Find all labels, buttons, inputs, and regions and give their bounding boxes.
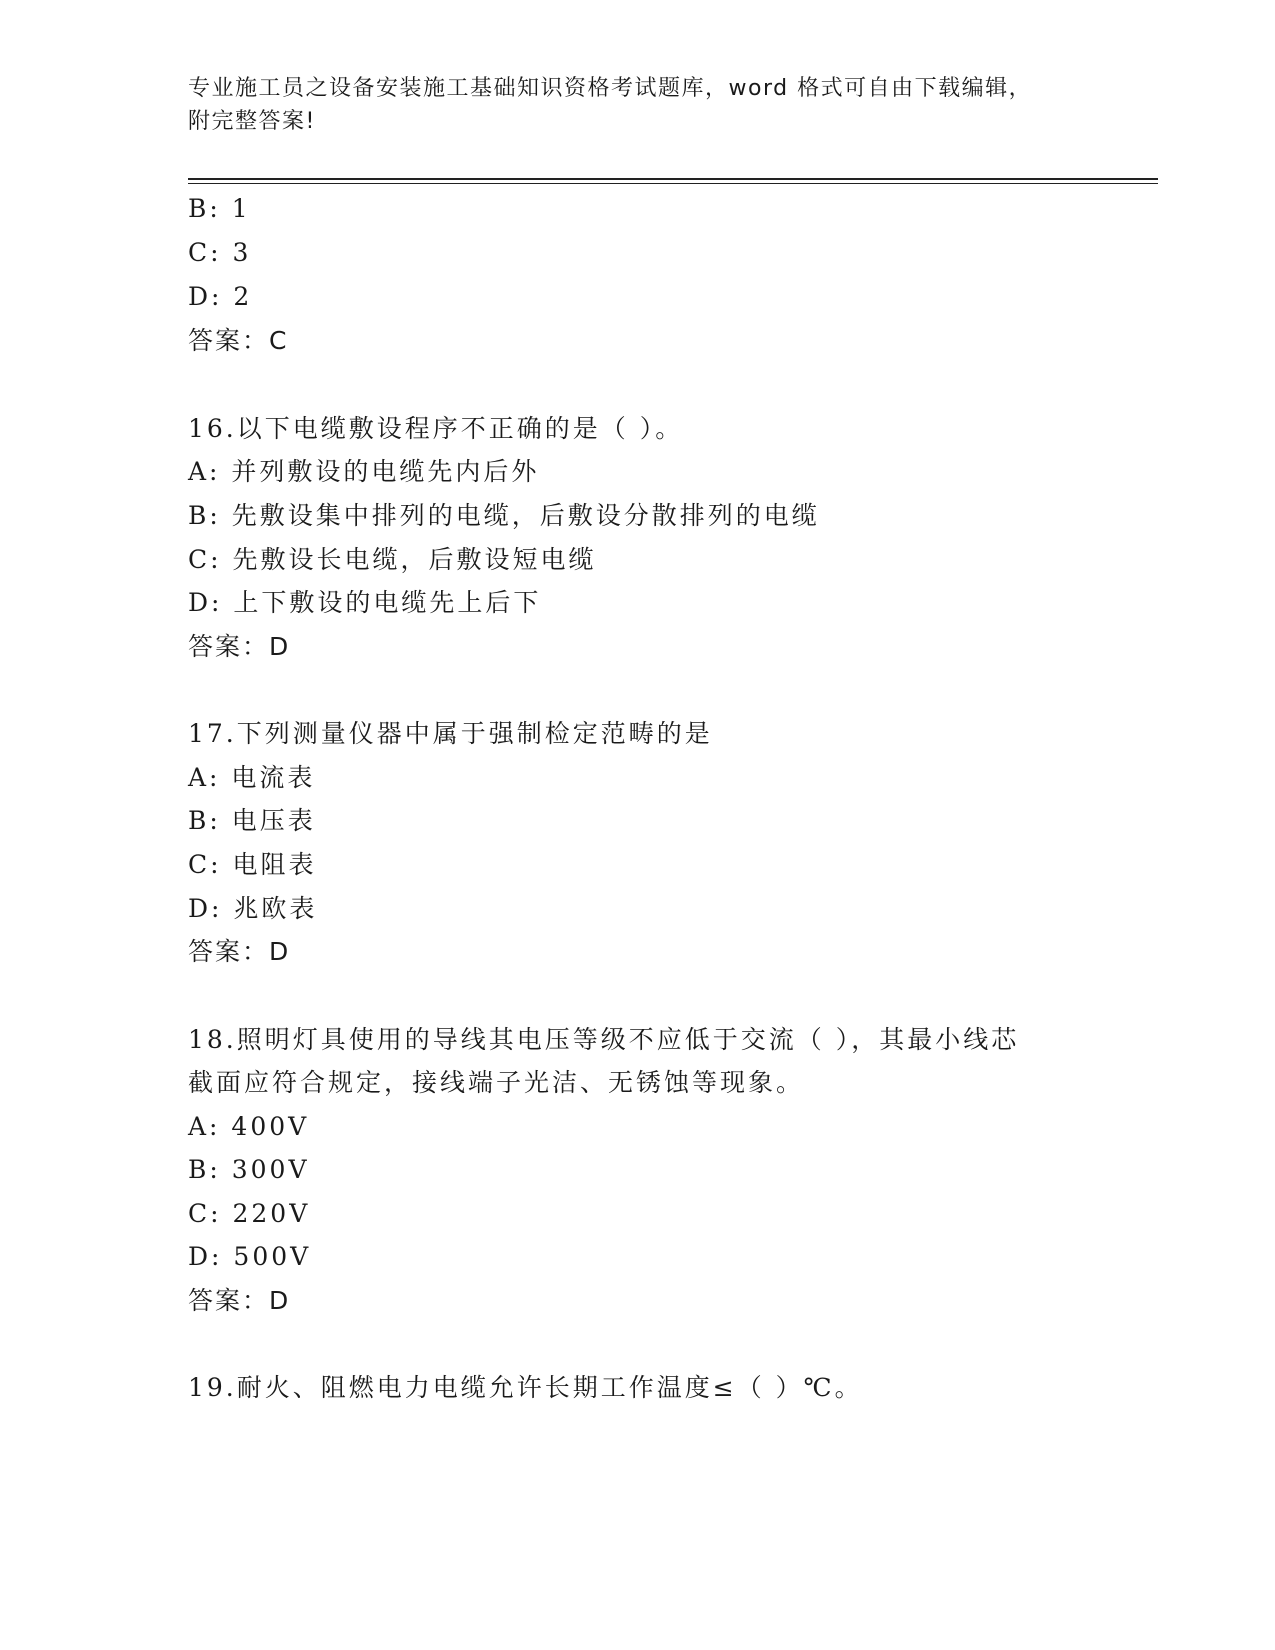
q16-answer: 答案：D [188,632,291,661]
q18-option-d: D: 500V [188,1242,312,1271]
q17-option-d: D: 兆欧表 [188,894,318,923]
document-header [188,72,1088,138]
q18-option-c: C: 220V [188,1199,311,1228]
header-divider-thin [188,183,1158,184]
q16-option-a: A: 并列敷设的电缆先内后外 [188,457,540,486]
q18-stem-line-2: 截面应符合规定，接线端子光洁、无锈蚀等现象。 [188,1068,805,1097]
q16-option-b: B: 先敷设集中排列的电缆，后敷设分散排列的电缆 [188,501,820,530]
q15-option-d: D: 2 [188,282,253,311]
q17-answer: 答案：D [188,937,291,966]
q18-answer: 答案：D [188,1286,291,1315]
q16-option-d: D: 上下敷设的电缆先上后下 [188,588,542,617]
q15-answer: 答案：C [188,326,289,355]
header-line-2: 附完整答案! [188,109,316,134]
q18-option-b: B: 300V [188,1155,310,1184]
q18-option-a: A: 400V [188,1112,310,1141]
q16-option-c: C: 先敷设长电缆，后敷设短电缆 [188,545,597,574]
q17-option-a: A: 电流表 [188,763,316,792]
q17-stem: 17.下列测量仪器中属于强制检定范畴的是 [188,719,713,748]
q17-option-c: C: 电阻表 [188,850,317,879]
header-divider-thick [188,178,1158,180]
q18-stem-line-1: 18.照明灯具使用的导线其电压等级不应低于交流（ ），其最小线芯 [188,1025,1020,1054]
q15-option-b: B: 1 [188,194,251,223]
header-line-1: 专业施工员之设备安装施工基础知识资格考试题库，word 格式可自由下载编辑， [188,76,1033,101]
q17-option-b: B: 电压表 [188,806,316,835]
q16-stem: 16.以下电缆敷设程序不正确的是（ ）。 [188,414,684,443]
q19-stem: 19.耐火、阻燃电力电缆允许长期工作温度≤（ ）℃。 [188,1373,863,1402]
q15-option-c: C: 3 [188,238,252,267]
